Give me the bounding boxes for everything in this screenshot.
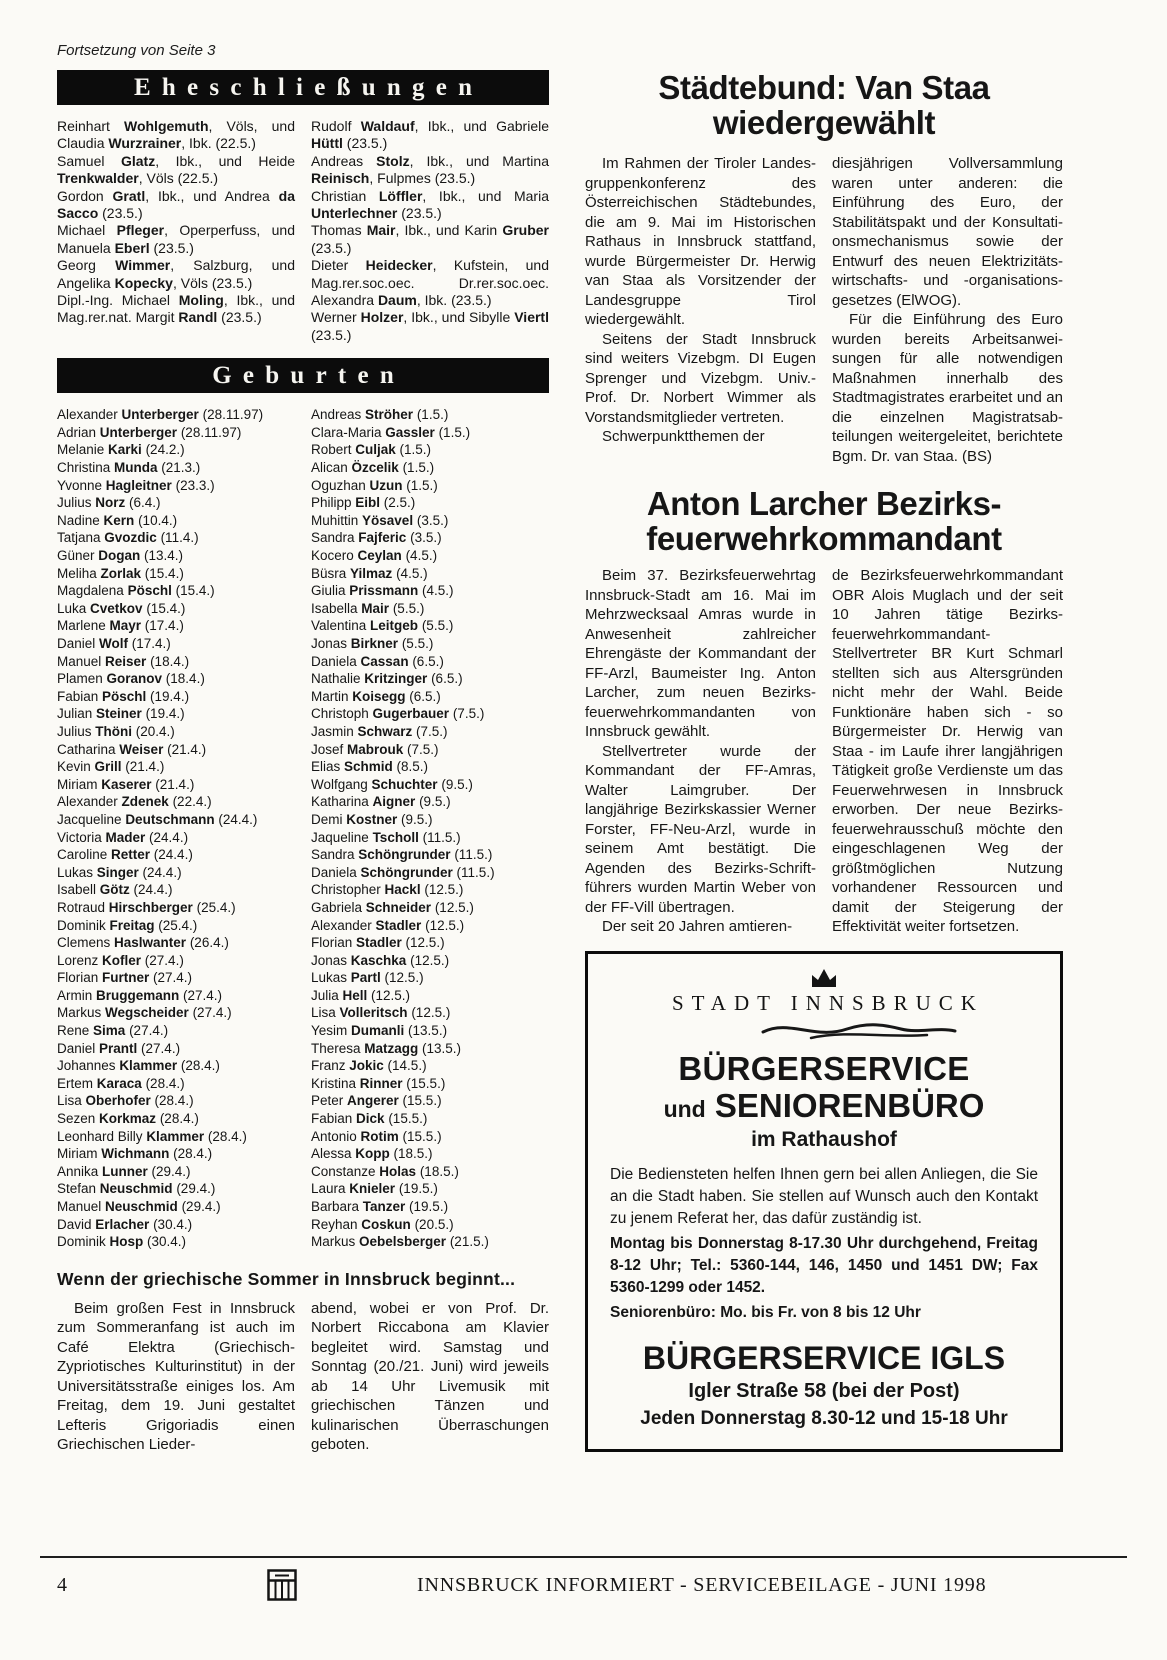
greek-article-title: Wenn der griechische Sommer in Innsbruck beginnt... (57, 1268, 516, 1289)
birth-entry: Yesim Dumanli (13.5.) (311, 1023, 448, 1039)
larcher-column-right (832, 566, 1063, 937)
birth-entry: Lukas Partl (12.5.) (311, 970, 424, 986)
page-footer (40, 1556, 1127, 1601)
birth-entry: Leonhard Billy Klammer (28.4.) (57, 1128, 247, 1144)
greek-article-column-left (57, 1299, 295, 1455)
birth-entry: Jonas Kaschka (12.5.) (311, 952, 450, 968)
birth-entry: Christina Munda (21.3.) (57, 460, 201, 476)
marriage-entry: Michael Pfleger, Operperfuss, und Manuela Eberl (23.5.) (57, 222, 296, 256)
page-number: 4 (57, 1573, 67, 1596)
birth-entry: Sandra Schöngrunder (11.5.) (311, 847, 493, 863)
birth-entry: Caroline Retter (24.4.) (57, 847, 193, 863)
birth-entry: Büsra Yilmaz (4.5.) (311, 565, 428, 581)
buergerservice-ad (585, 951, 1063, 1452)
birth-entry: Constanze Holas (18.5.) (311, 1163, 459, 1179)
birth-entry: Rene Sima (27.4.) (57, 1023, 169, 1039)
birth-entry: Dominik Hosp (30.4.) (57, 1234, 187, 1250)
birth-entry: Alexander Unterberger (28.11.97) (57, 407, 264, 423)
ad-title-buergerservice: BÜRGERSERVICE (678, 1049, 970, 1087)
birth-entry: Christoph Gugerbauer (7.5.) (311, 706, 485, 722)
birth-entry: Clemens Haslwanter (26.4.) (57, 935, 229, 951)
right-column (585, 70, 1063, 1452)
birth-entry: Peter Angerer (15.5.) (311, 1093, 442, 1109)
birth-entry: Theresa Matzagg (13.5.) (311, 1040, 462, 1056)
birth-entry: Melanie Karki (24.2.) (57, 442, 185, 458)
birth-entry: Meliha Zorlak (15.4.) (57, 565, 184, 581)
ad-title-und: und (663, 1095, 706, 1122)
birth-entry: Isabella Mair (5.5.) (311, 600, 425, 616)
birth-entry: Andreas Ströher (1.5.) (311, 407, 449, 423)
birth-entry: Dominik Freitag (25.4.) (57, 917, 198, 933)
birth-entry: Catharina Weiser (21.4.) (57, 741, 207, 757)
births-list (57, 406, 549, 1251)
birth-entry: Julian Steiner (19.4.) (57, 706, 185, 722)
birth-entry: Annika Lunner (29.4.) (57, 1163, 191, 1179)
birth-entry: Nathalie Kritzinger (6.5.) (311, 671, 463, 687)
marriage-entry: Dieter Heidecker, Kufstein, und Mag.rer.soc.oec. Dr.rer.soc.oec. Alexandra Daum, Ibk. (23.5.) (311, 257, 549, 309)
birth-entry: Lisa Oberhofer (28.4.) (57, 1093, 194, 1109)
marriage-entry: Christian Löffler, Ibk., und Maria Unterlechner (23.5.) (311, 187, 549, 222)
birth-entry: Martin Koisegg (6.5.) (311, 688, 441, 704)
birth-entry: Barbara Tanzer (19.5.) (311, 1199, 449, 1214)
birth-entry: Reyhan Coskun (20.5.) (311, 1216, 454, 1232)
birth-entry: Josef Mabrouk (7.5.) (311, 741, 439, 757)
ad-title-seniorenbuero-text: SENIORENBÜRO (714, 1086, 985, 1124)
birth-entry: Magdalena Pöschl (15.4.) (57, 583, 215, 599)
birth-entry: Kocero Ceylan (4.5.) (311, 548, 438, 564)
ad-opening-hours: Montag bis Donnerstag 8-17.30 Uhr durchgehend, Freitag 8-12 Uhr; Tel.: 5360-144, 146, 1450 und 1451 DW; Fax 5360-1299 oder 1452. (610, 1234, 1038, 1296)
marriage-entry: Gordon Gratl, Ibk., und Andrea da Sacco (23.5.) (57, 187, 295, 222)
birth-entry: Markus Wegscheider (27.4.) (57, 1005, 232, 1021)
marriage-entry: Georg Wimmer, Salzburg, und Angelika Kopecky, Völs (23.5.) (57, 257, 295, 291)
marriage-entry: Thomas Mair, Ibk., und Karin Gruber (23.5.) (311, 222, 549, 256)
birth-entry: Plamen Goranov (18.4.) (57, 671, 205, 687)
footer-text: INNSBRUCK INFORMIERT - SERVICEBEILAGE - JUNI 1998 (417, 1573, 987, 1596)
birth-entry: Kristina Rinner (15.5.) (311, 1075, 446, 1091)
paragraph: Schwerpunktthemen der (602, 428, 765, 445)
birth-entry: Miriam Kaserer (21.4.) (57, 776, 195, 792)
paragraph: de Bezirksfeuerwehrkommandant OBR Alois Muglach und der seit 10 Jahren tätige Bezirksfeuerwehrkommandant-Stellvertreter BR Kurt Schmarl stellten sich aus Altersgründen nicht mehr der Wahl. Beide Funktionäre haben sich - so Bürgermeister Dr. Herwig van Staa - im Laufe ihrer langjährigen Tätigkeit große Verdienste um das Feuerwehrwesen in Innsbruck erworben. Der neue Bezirksfeuerwehrausschuß möchte den eingeschlagenen Weg der größtmöglichen Nutzung vorhandener Ressourcen und damit der Steigerung der Effektivität weiter fortsetzen. (832, 567, 1063, 935)
birth-entry: Christopher Hackl (12.5.) (311, 882, 464, 898)
birth-entry: Tatjana Gvozdic (11.4.) (57, 530, 199, 546)
birth-entry: Nadine Kern (10.4.) (57, 512, 178, 528)
birth-entry: Julius Thöni (20.4.) (57, 723, 175, 739)
birth-entry: Julia Hell (12.5.) (311, 987, 411, 1003)
birth-entry: Jasmin Schwarz (7.5.) (311, 723, 448, 739)
birth-entry: Fabian Dick (15.5.) (311, 1111, 428, 1127)
headline-line: feuerwehrkommandant (646, 520, 1002, 557)
birth-entry: Antonio Rotim (15.5.) (311, 1128, 442, 1144)
birth-entry: Alexander Zdenek (22.4.) (57, 794, 212, 810)
larcher-headline (585, 486, 1063, 556)
marriage-entry: Andreas Stolz, Ibk., und Martina Reinisch, Fulpmes (23.5.) (311, 152, 549, 187)
larcher-column-left (585, 566, 816, 937)
stadt-innsbruck-crown-icon (610, 968, 1038, 988)
headline-line: wiedergewählt (712, 104, 936, 141)
birth-entry: Florian Furtner (27.4.) (57, 970, 193, 986)
birth-entry: Victoria Mader (24.4.) (57, 829, 189, 845)
birth-entry: Demi Kostner (9.5.) (311, 811, 433, 827)
birth-entry: Sezen Korkmaz (28.4.) (57, 1111, 199, 1127)
paragraph: Beim großen Fest in Innsbruck zum Sommeranfang ist auch im Café Elektra (Griechisch-Zypriotisches Kulturinstitut) in der Universitätsstraße einiges los. Am Freitag, dem 19. Juni gestaltet Lefteris Grigoriadis einen Griechischen Lieder- (57, 1299, 295, 1454)
birth-entry: Ertem Karaca (28.4.) (57, 1075, 185, 1091)
birth-entry: Adrian Unterberger (28.11.97) (57, 424, 242, 440)
birth-entry: Lisa Volleritsch (12.5.) (311, 1005, 451, 1021)
birth-entry: Johannes Klammer (28.4.) (57, 1058, 220, 1074)
ad-igls-address: Igler Straße 58 (bei der Post) (688, 1379, 960, 1402)
marriage-entry: Werner Holzer, Ibk., und Sibylle Viertl (23.5.) (311, 309, 549, 343)
marriages-subcolumn-right (311, 118, 549, 344)
birth-entry: Oguzhan Uzun (1.5.) (311, 477, 438, 493)
birth-entry: Daniel Prantl (27.4.) (57, 1040, 181, 1056)
birth-entry: Katharina Aigner (9.5.) (311, 794, 451, 810)
birth-entry: Gabriela Schneider (12.5.) (311, 899, 474, 915)
birth-entry: Luka Cvetkov (15.4.) (57, 600, 186, 616)
birth-entry: Stefan Neuschmid (29.4.) (57, 1181, 216, 1197)
paragraph: Stellvertreter wurde der Kommandant der FF-Amras, Walter Laimgruber. Der langjährige Bezirkskassier Werner Forster, FF-Neu-Arzl, wurde in seinem Amt bestätigt. Die Agenden des Bezirks-Schriftführers wurden Martin Weber von der FF-Vill übertragen. (585, 742, 816, 916)
birth-entry: Markus Oebelsberger (21.5.) (311, 1234, 489, 1250)
headline-line: Städtebund: Van Staa (658, 69, 990, 106)
birth-entry: Clara-Maria Gassler (1.5.) (311, 424, 471, 440)
birth-entry: Lorenz Kofler (27.4.) (57, 952, 184, 968)
birth-entry: Manuel Neuschmid (29.4.) (57, 1199, 221, 1214)
birth-entry: Alexander Stadler (12.5.) (311, 917, 465, 933)
paragraph: Beim 37. Bezirksfeuerwehrtag Innsbruck-Stadt am 16. Mai im Mehrzwecksaal Amras wurde in Anwesenheit zahlreicher Ehrengäste der Kommandant der FF-Arzl, Baumeister Ing. Anton Larcher, zum neuen Bezirksfeuerwehrkommandanten von Innsbruck gewählt. (585, 567, 816, 740)
marriages-subcolumn-left (57, 118, 295, 344)
birth-entry: Laura Knieler (19.5.) (311, 1181, 438, 1197)
birth-entry: Julius Norz (6.4.) (57, 495, 161, 511)
birth-entry: Isabell Götz (24.4.) (57, 882, 173, 898)
continuation-note: Fortsetzung von Seite 3 (57, 42, 216, 59)
birth-entry: Giulia Prissmann (4.5.) (311, 583, 454, 599)
marriages-list (57, 118, 549, 344)
birth-entry: Fabian Pöschl (19.4.) (57, 688, 190, 704)
paragraph: Für die Einführung des Euro wurden bereits Arbeitsanweisungen für alle notwendigen Maßnahmen innerhalb des Stadtmagistrates erarbeitet und an die einzelnen Magistratsabteilungen weitergeleitet, berichtete Bgm. Dr. van Staa. (BS) (832, 311, 1063, 465)
paragraph: Der seit 20 Jahren amtieren- (602, 918, 793, 935)
birth-entry: David Erlacher (30.4.) (57, 1216, 193, 1232)
ad-igls-title: BÜRGERSERVICE IGLS (642, 1339, 1006, 1376)
greek-article-body (57, 1299, 549, 1455)
headline-line: Anton Larcher Bezirks- (646, 485, 1002, 522)
birth-entry: Philipp Eibl (2.5.) (311, 495, 416, 511)
ad-title-seniorenbuero (610, 1087, 1038, 1128)
birth-entry: Jonas Birkner (5.5.) (311, 636, 434, 651)
birth-entry: Alessa Kopp (18.5.) (311, 1146, 433, 1162)
birth-entry: Yvonne Hagleitner (23.3.) (57, 477, 215, 493)
paragraph: Im Rahmen der Tiroler Landesgruppenkonferenz des Österreichischen Städtebundes, die am 9. Mai im Historischen Rathaus in Innsbruck stattfand, wurde Bürgermeister Dr. Herwig van Staa als Vorsitzender der Landesgruppe Tirol wiedergewählt. (585, 155, 816, 328)
birth-entry: Marlene Mayr (17.4.) (57, 618, 184, 634)
ad-brand-text: STADT INNSBRUCK (672, 990, 984, 1015)
birth-entry: Daniela Schöngrunder (11.5.) (311, 864, 495, 880)
larcher-article-body (585, 566, 1063, 937)
birth-entry: Florian Stadler (12.5.) (311, 935, 445, 951)
birth-entry: Kevin Grill (21.4.) (57, 759, 165, 775)
greek-summer-article (57, 1269, 549, 1455)
staedtebund-column-left (585, 154, 816, 466)
births-subcolumn-left (57, 406, 295, 1251)
birth-entry: Muhittin Yösavel (3.5.) (311, 512, 449, 528)
staedtebund-headline (585, 70, 1063, 140)
births-subcolumn-right (311, 406, 549, 1251)
ad-body-text: Die Bediensteten helfen Ihnen gern bei allen Anliegen, die Sie an die Stadt haben. Sie stellen auf Wunsch auch den Kontakt zu jenem Referat her, das dafür zuständig ist. (610, 1165, 1038, 1227)
marriage-entry: Samuel Glatz, Ibk., und Heide Trenkwalder, Völs (22.5.) (57, 152, 296, 187)
birth-entry: Jaqueline Tscholl (11.5.) (311, 829, 461, 845)
birth-entry: Sandra Fajferic (3.5.) (311, 530, 442, 546)
ad-igls-hours: Jeden Donnerstag 8.30-12 und 15-18 Uhr (640, 1407, 1008, 1429)
birth-entry: Miriam Wichmann (28.4.) (57, 1146, 213, 1162)
birth-entry: Jacqueline Deutschmann (24.4.) (57, 811, 258, 827)
marriage-entry: Rudolf Waldauf, Ibk., und Gabriele Hüttl (23.5.) (311, 118, 549, 152)
marriage-entry: Dipl.-Ing. Michael Moling, Ibk., und Mag.rer.nat. Margit Randl (23.5.) (57, 292, 296, 326)
ad-senior-hours: Seniorenbüro: Mo. bis Fr. von 8 bis 12 Uhr (610, 1303, 921, 1321)
birth-entry: Robert Culjak (1.5.) (311, 442, 432, 458)
birth-entry: Alican Özcelik (1.5.) (311, 460, 435, 476)
birth-entry: Daniel Wolf (17.4.) (57, 636, 171, 651)
birth-entry: Valentina Leitgeb (5.5.) (311, 618, 454, 634)
birth-entry: Elias Schmid (8.5.) (311, 759, 429, 775)
innsbruck-crest-icon (267, 1569, 297, 1601)
birth-entry: Daniela Cassan (6.5.) (311, 653, 444, 669)
marriage-entry: Reinhart Wohlgemuth, Völs, und Claudia Wurzrainer, Ibk. (22.5.) (57, 118, 295, 152)
staedtebund-article-body (585, 154, 1063, 466)
greek-article-column-right (311, 1299, 549, 1455)
staedtebund-column-right (832, 154, 1063, 466)
birth-entry: Armin Bruggemann (27.4.) (57, 987, 223, 1003)
page-columns (57, 70, 1167, 1455)
births-section-header: Geburten (57, 358, 549, 393)
birth-entry: Rotraud Hirschberger (25.4.) (57, 899, 236, 915)
birth-entry: Manuel Reiser (18.4.) (57, 653, 190, 669)
marriages-section-header: Eheschließungen (57, 70, 549, 105)
birth-entry: Lukas Singer (24.4.) (57, 864, 182, 880)
ad-subtitle-rathaushof: im Rathaushof (751, 1127, 897, 1151)
birth-entry: Franz Jokic (14.5.) (311, 1058, 427, 1074)
paragraph: diesjährigen Vollversammlung waren unter anderen: die Einführung des Euro, der Stabilitätspakt und der Konsultationsmechanismus sowie der Entwurf des neuen Elektrizitätswirtschafts- und -organisationsgesetzes (ElWOG). (832, 155, 1063, 309)
birth-entry: Wolfgang Schuchter (9.5.) (311, 776, 473, 792)
signature-flourish-icon (680, 1018, 1038, 1042)
paragraph: abend, wobei er von Prof. Dr. Norbert Riccabona am Klavier begleitet wird. Samstag und Sonntag (20./21. Juni) wird jeweils ab 14 Uhr Livemusik mit griechischen Tänzen und kulinarischen Überraschungen geboten. (311, 1299, 549, 1454)
birth-entry: Güner Dogan (13.4.) (57, 548, 184, 564)
left-column (57, 70, 549, 1455)
paragraph: Seitens der Stadt Innsbruck sind weiters Vizebgm. DI Eugen Sprenger und Vizebgm. Univ.-Prof. Dr. Norbert Wimmer als Vorstandsmitglieder vertreten. (585, 330, 816, 426)
